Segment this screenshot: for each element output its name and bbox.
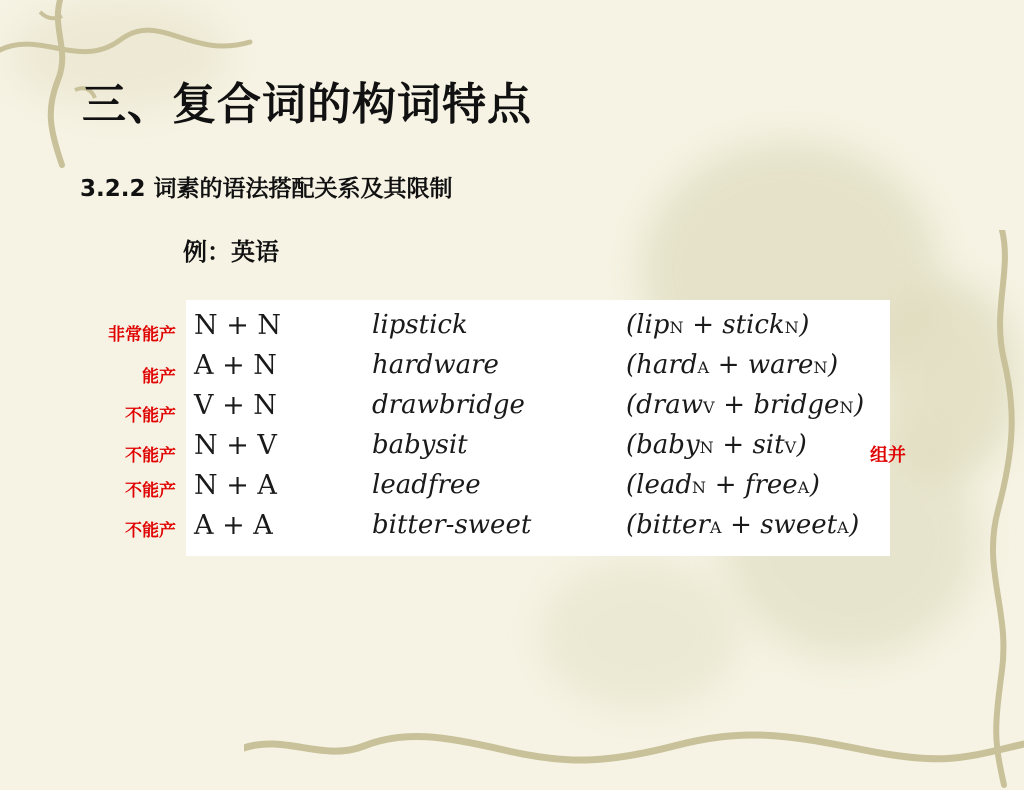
- word-cell: hardware: [372, 350, 499, 380]
- productivity-label: 不能产: [125, 521, 176, 541]
- table-row: [186, 470, 890, 510]
- table-row: [186, 350, 890, 390]
- pattern-cell: A + N: [194, 350, 277, 381]
- word-cell: drawbridge: [372, 390, 525, 420]
- productivity-label: 非常能产: [108, 325, 176, 345]
- example-heading: 例：英语: [183, 238, 279, 266]
- gloss-cell: (drawV + bridgeN): [626, 390, 865, 420]
- productivity-label: 不能产: [125, 446, 176, 466]
- productivity-label: 能产: [142, 367, 176, 387]
- vine-bottom-decoration: [244, 728, 1024, 768]
- table-row: [186, 310, 890, 350]
- word-cell: leadfree: [372, 470, 481, 500]
- word-cell: lipstick: [372, 310, 468, 340]
- vine-right-decoration: [984, 230, 1024, 790]
- word-cell: bitter-sweet: [372, 510, 532, 540]
- pattern-cell: N + N: [194, 310, 282, 341]
- productivity-label: 不能产: [125, 481, 176, 501]
- compound-table: [186, 300, 890, 556]
- pattern-cell: A + A: [194, 510, 273, 541]
- productivity-label: 不能产: [125, 406, 176, 426]
- section-subtitle: 3.2.2 词素的语法搭配关系及其限制: [80, 176, 453, 202]
- gloss-cell: (hardA + wareN): [626, 350, 839, 380]
- table-row: [186, 510, 890, 550]
- table-row: [186, 390, 890, 430]
- pattern-cell: V + N: [194, 390, 277, 421]
- gloss-cell: (bitterA + sweetA): [626, 510, 860, 540]
- side-note-label: 组并: [870, 445, 906, 466]
- gloss-cell: (lipN + stickN): [626, 310, 810, 340]
- pattern-cell: N + A: [194, 470, 277, 501]
- gloss-cell: (babyN + sitV): [626, 430, 807, 460]
- gloss-cell: (leadN + freeA): [626, 470, 820, 500]
- pattern-cell: N + V: [194, 430, 277, 461]
- table-row: [186, 430, 890, 470]
- page-title: 三、复合词的构词特点: [82, 79, 532, 130]
- word-cell: babysit: [372, 430, 468, 460]
